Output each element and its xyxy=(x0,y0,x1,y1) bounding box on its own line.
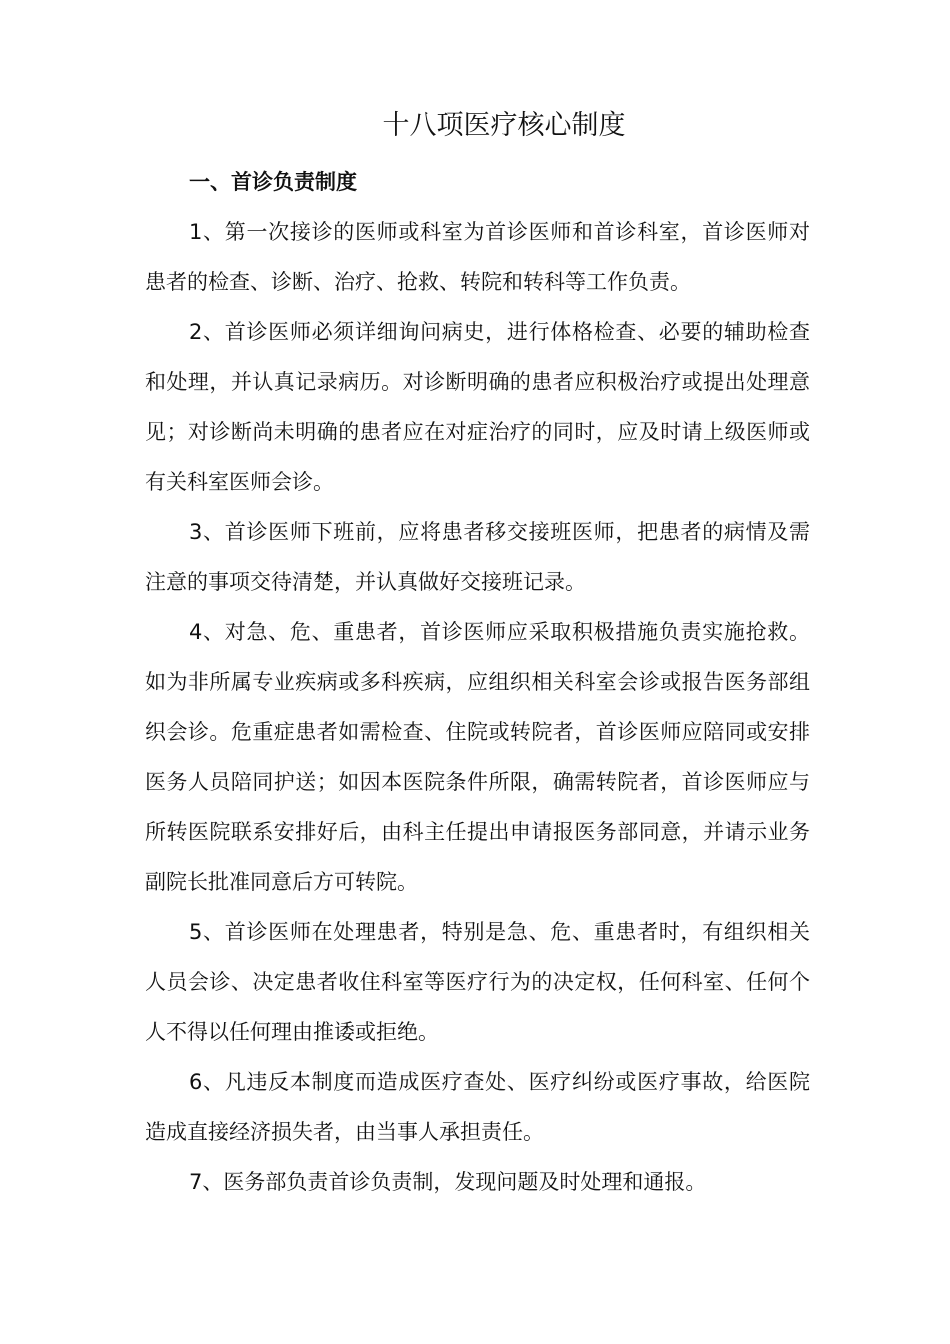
paragraph-3: 3、首诊医师下班前，应将患者移交接班医师，把患者的病情及需注意的事项交待清楚，并认真做好交接班记录。 xyxy=(145,520,810,594)
paragraph-1: 1、第一次接诊的医师或科室为首诊医师和首诊科室，首诊医师对患者的检查、诊断、治疗、抢救、转院和转科等工作负责。 xyxy=(145,220,810,294)
document-title: 十八项医疗核心制度 xyxy=(382,110,626,141)
paragraph-5: 5、首诊医师在处理患者，特别是急、危、重患者时，有组织相关人员会诊、决定患者收住科室等医疗行为的决定权，任何科室、任何个人不得以任何理由推诿或拒绝。 xyxy=(145,920,810,1044)
paragraph-7: 7、医务部负责首诊负责制，发现问题及时处理和通报。 xyxy=(189,1170,707,1194)
paragraph-4: 4、对急、危、重患者，首诊医师应采取积极措施负责实施抢救。如为非所属专业疾病或多科疾病，应组织相关科室会诊或报告医务部组织会诊。危重症患者如需检查、住院或转院者，首诊医师应陪同或安排医务人员陪同护送；如因本医院条件所限，确需转院者，首诊医师应与所转医院联系安排好后，由科主任提出申请报医务部同意，并请示业务副院长批准同意后方可转院。 xyxy=(145,620,810,894)
paragraph-6: 6、凡违反本制度而造成医疗查处、医疗纠纷或医疗事故，给医院造成直接经济损失者，由当事人承担责任。 xyxy=(145,1070,810,1144)
paragraph-2: 2、首诊医师必须详细询问病史，进行体格检查、必要的辅助检查和处理，并认真记录病历。对诊断明确的患者应积极治疗或提出处理意见；对诊断尚未明确的患者应在对症治疗的同时，应及时请上级医师或有关科室医师会诊。 xyxy=(145,320,810,494)
section-heading: 一、首诊负责制度 xyxy=(189,170,357,194)
document-body xyxy=(145,207,810,1207)
